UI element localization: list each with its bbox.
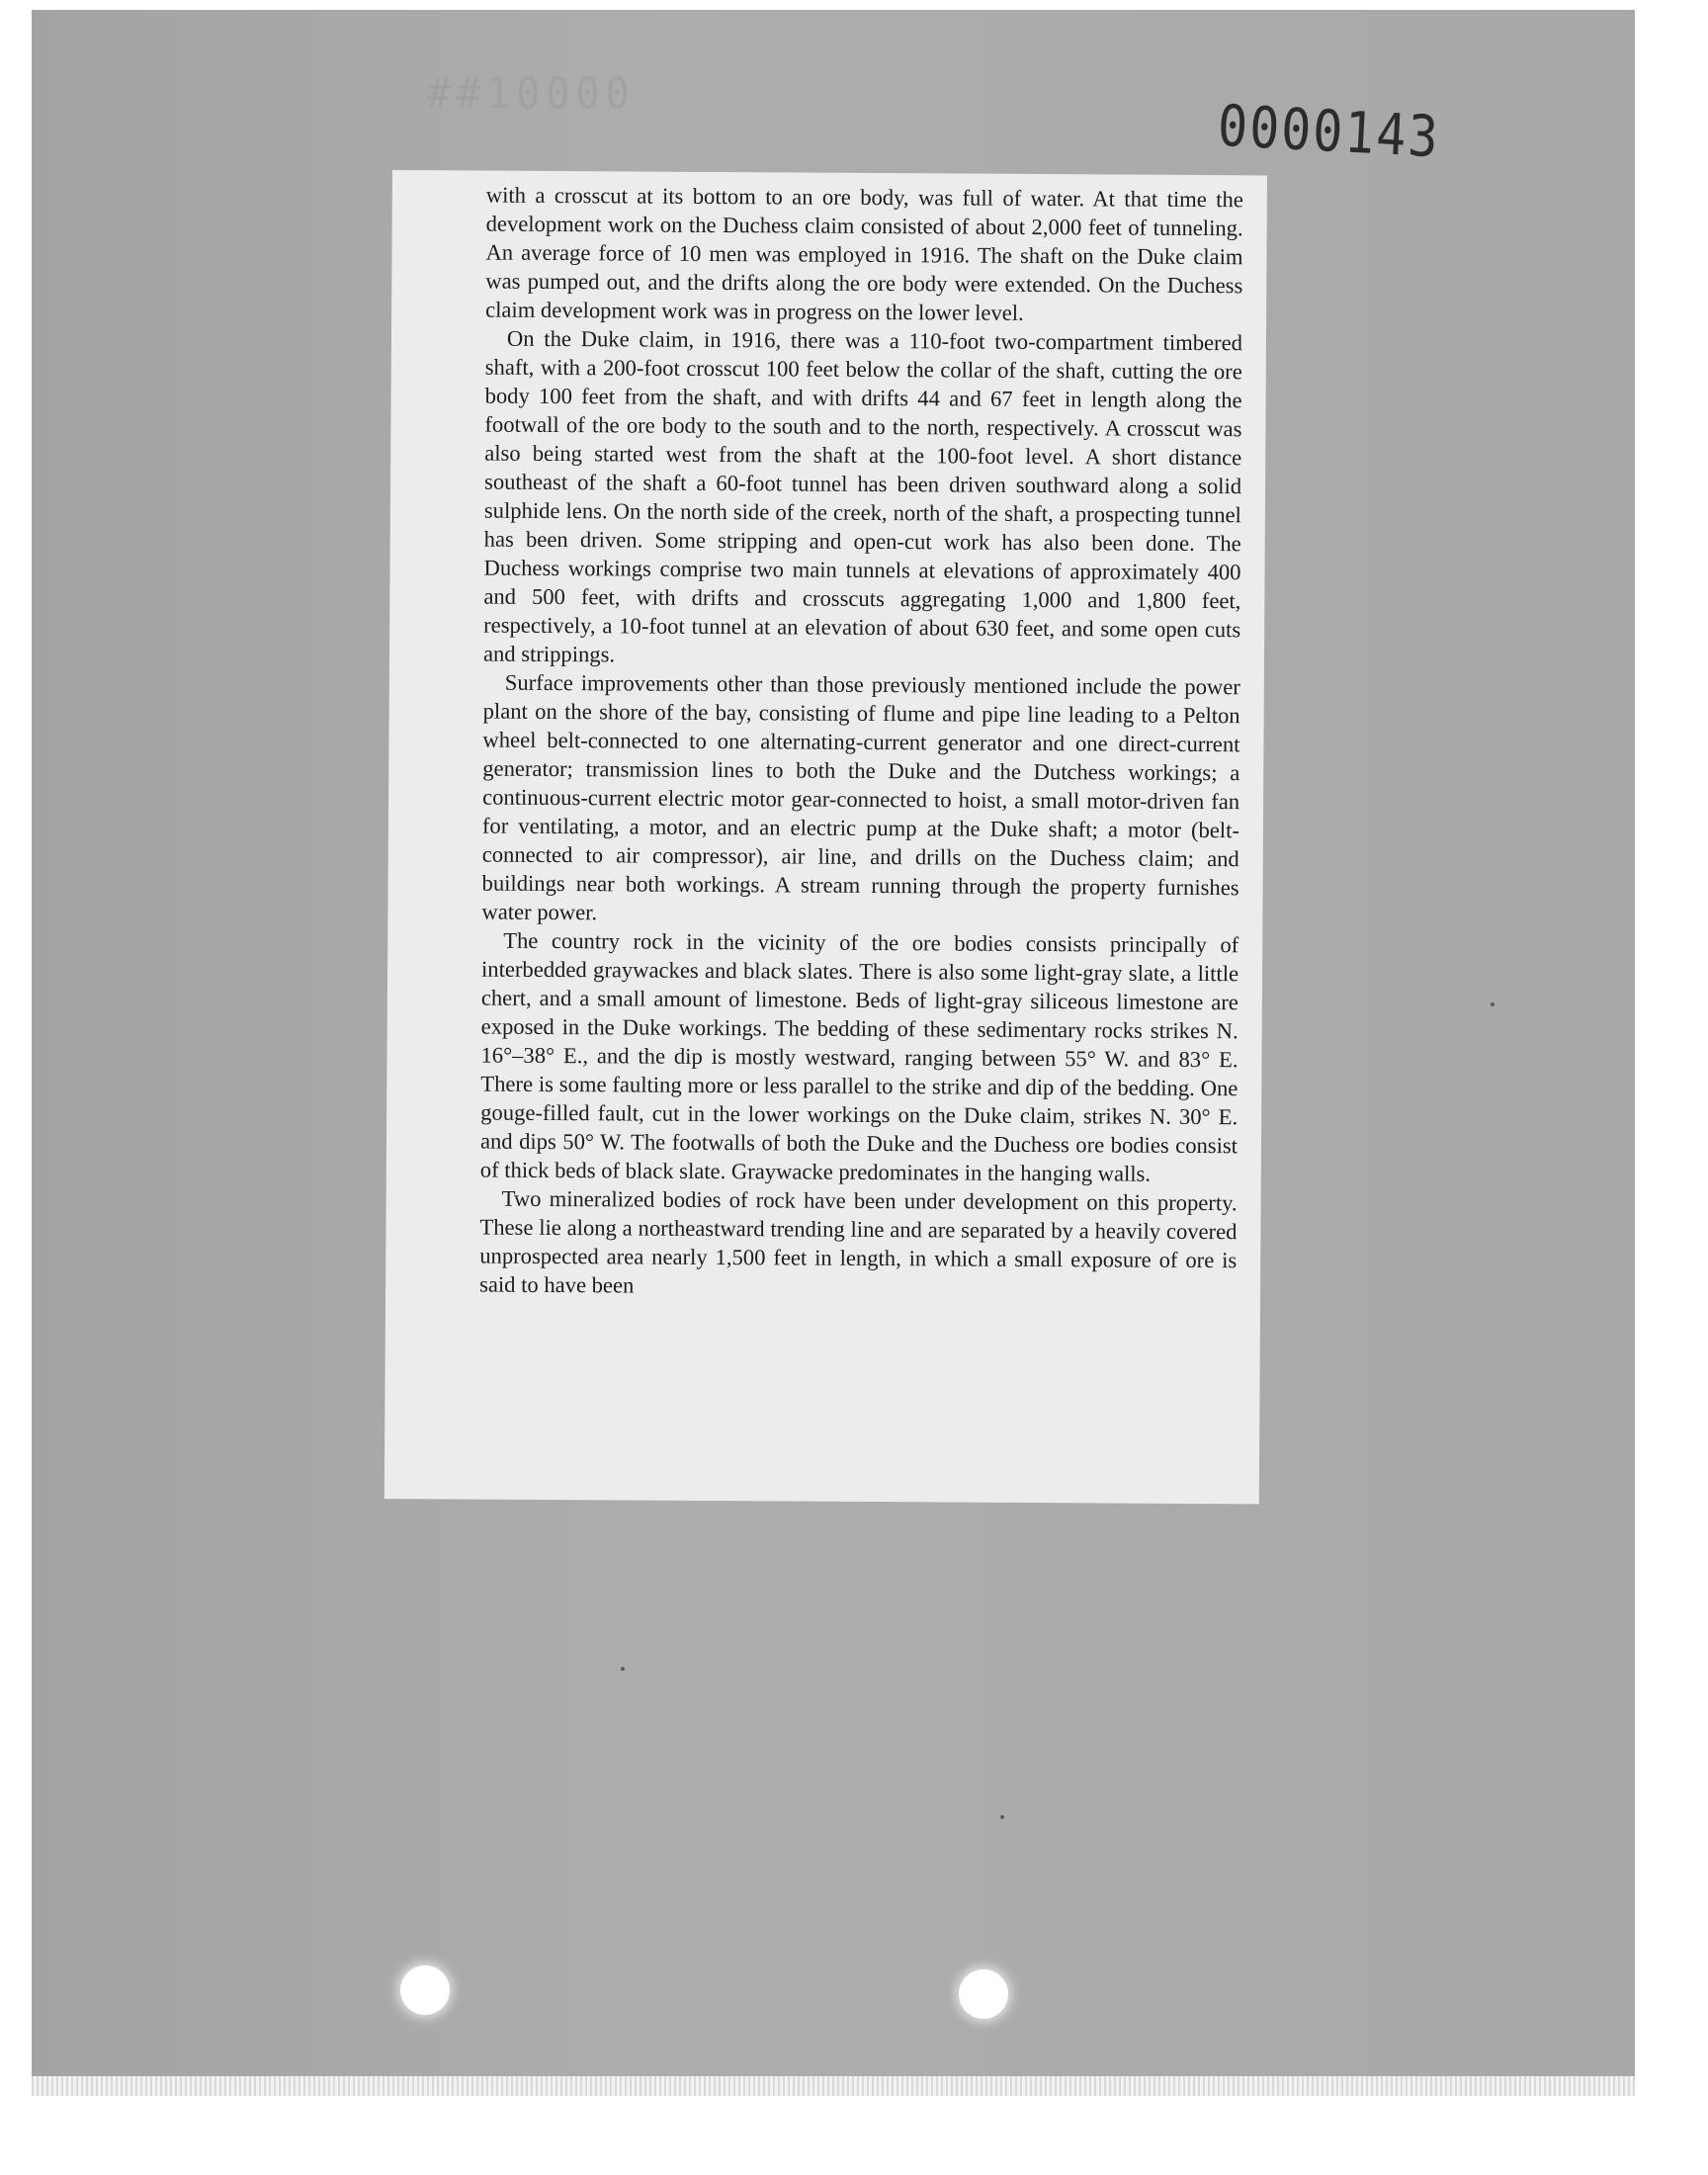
punch-hole-left xyxy=(400,1965,450,2015)
dust-speck xyxy=(1000,1815,1004,1819)
paragraph-2: On the Duke claim, in 1916, there was a 110-foot two-compartment timbered shaft, with a 200-foot crosscut 100 feet below the collar of the shaft, cutting the ore body 100 feet from the shaft, and with drifts 44 and 67 feet in length along the footwall of the ore body to the south and to the north, respectively. A crosscut was also being started west from the shaft at the 100-foot level. A short distance southeast of the shaft a 60-foot tunnel has been driven southward along a solid sulphide lens. On the north side of the creek, north of the shaft, a prospecting tunnel has been driven. Some stripping and open-cut work has also been done. The Duchess workings comprise two main tunnels at elevations of approximately 400 and 500 feet, with drifts and crosscuts aggregating 1,000 and 1,800 feet, respectively, a 10-foot tunnel at an elevation of about 630 feet, and some open cuts and strippings. xyxy=(482,325,1243,667)
paragraph-5: Two mineralized bodies of rock have been under development on this property. These lie along a northeastward trending line and are separated by a heavily covered unprospected area nearly 1,500 feet in length, in which a small exposure of ore is said to have been xyxy=(479,1185,1238,1298)
faint-stamp-number: ##10000 xyxy=(427,68,636,120)
punch-hole-right xyxy=(959,1969,1008,2019)
page-number-stamp: 0000143 xyxy=(1216,92,1442,171)
paragraph-3: Surface improvements other than those previously mentioned include the power plant on the shore of the bay, consisting of flume and pipe line leading to a Pelton wheel belt-connected to one alternating-current generator and one direct-current generator; transmission lines to both the Duke and the Dutchess workings; a continuous-current electric motor gear-connected to hoist, a small motor-driven fan for ventilating, a motor, and an electric pump at the Duke shaft; a motor (belt-connected to air compressor), air line, and drills on the Duchess claim; and buildings near both workings. A stream running through the property furnishes water power. xyxy=(481,669,1240,925)
paragraph-1: with a crosscut at its bottom to an ore body, was full of water. At that time the development work on the Duchess claim consisted of about 2,000 feet of tunneling. An average force of 10 men was employed in 1916. The shaft on the Duke claim was pumped out, and the drifts along the ore body were extended. On the Duchess claim development work was in progress on the lower level. xyxy=(485,182,1243,325)
paragraph-4: The country rock in the vicinity of the ore bodies consists principally of interbedded graywackes and black slates. There is also some light-gray slate, a little chert, and a small amount of limestone. Beds of light-gray siliceous limestone are exposed in the Duke workings. The bedding of these sedimentary rocks strikes N. 16°–38° E., and the dip is mostly westward, ranging between 55° W. and 83° E. There is some faulting more or less parallel to the strike and dip of the bedding. One gouge-filled fault, cut in the lower workings on the Duke claim, strikes N. 30° E. and dips 50° W. The footwalls of both the Duke and the Duchess ore bodies consist of thick beds of black slate. Graywacke predominates in the hanging walls. xyxy=(479,927,1239,1186)
dust-speck xyxy=(621,1667,625,1671)
text-clipping xyxy=(384,170,1267,1504)
dust-speck xyxy=(1491,1002,1494,1006)
sheet-bottom-edge xyxy=(32,2076,1635,2096)
